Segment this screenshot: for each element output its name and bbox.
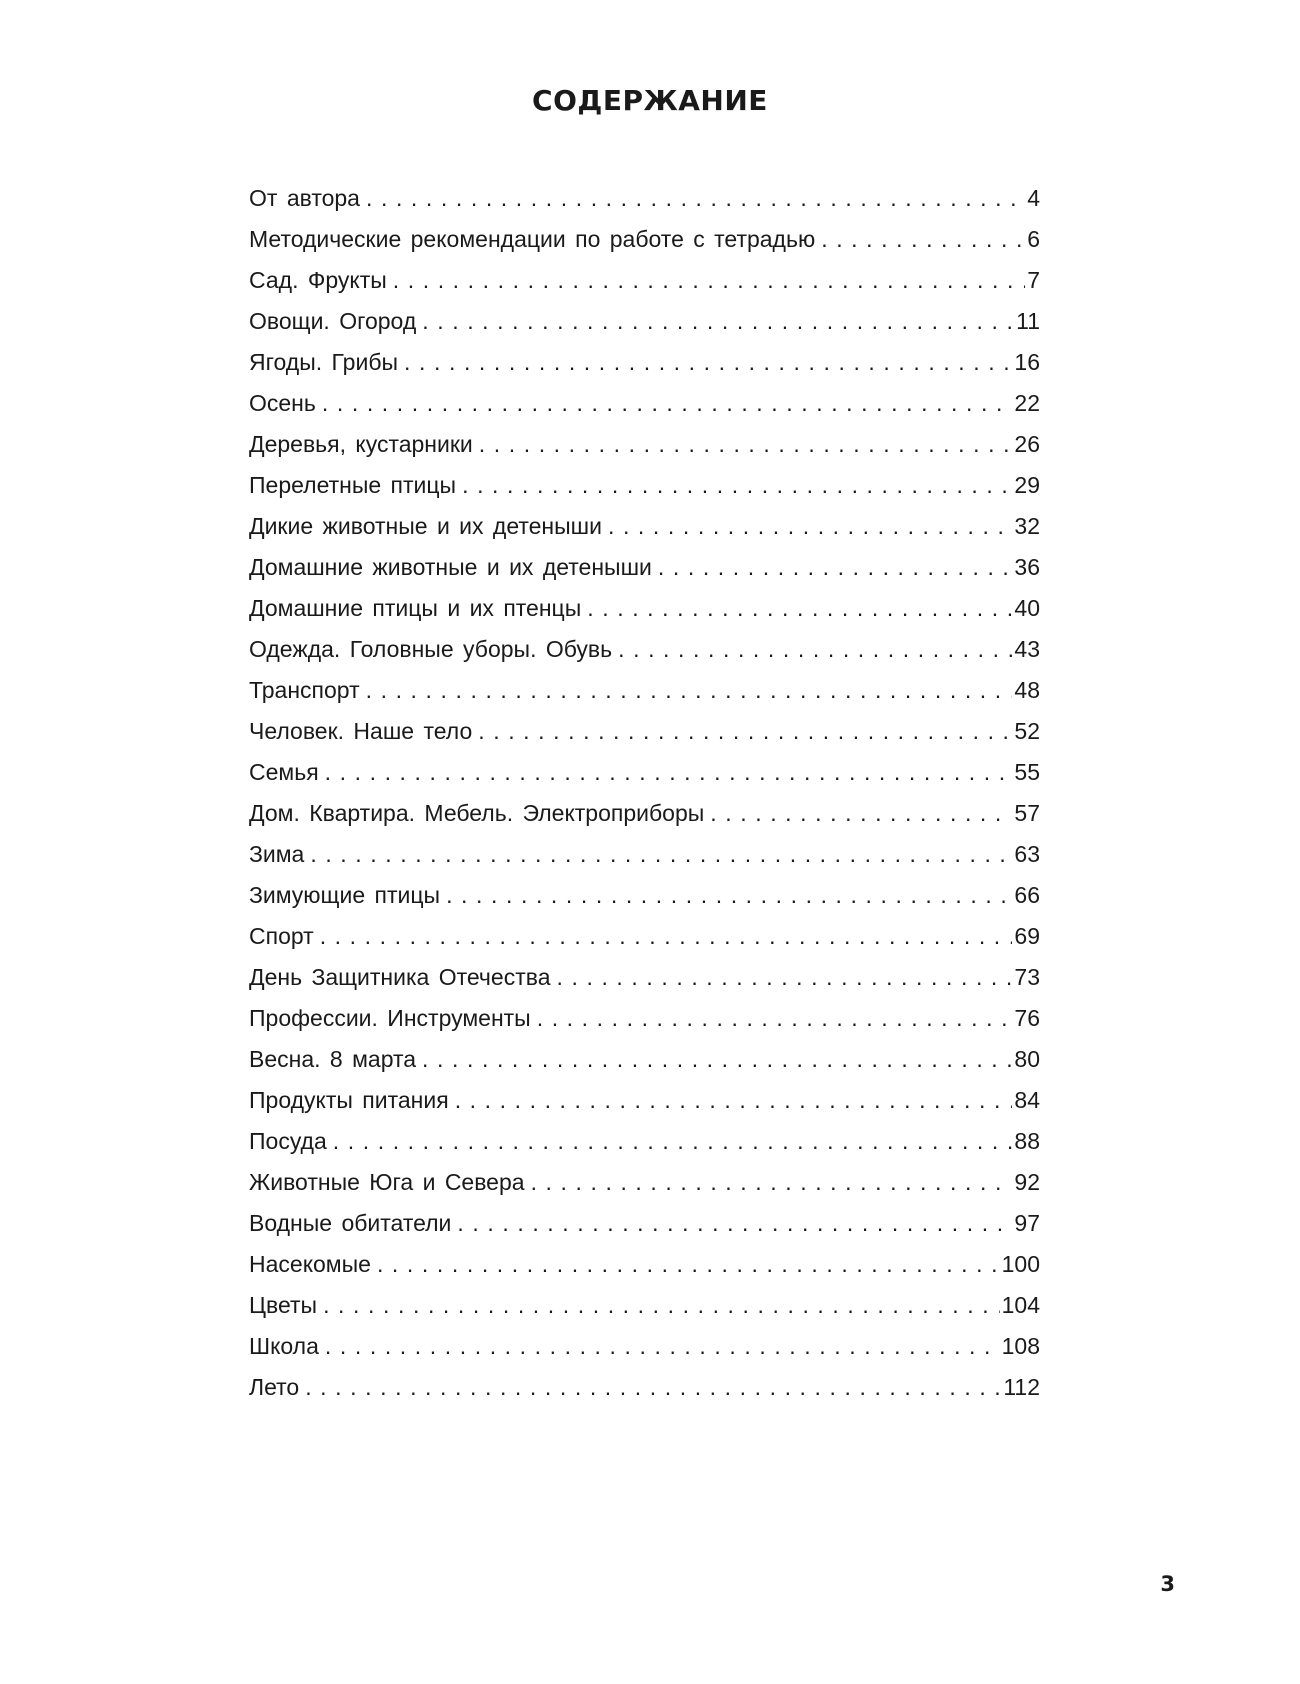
dot-leader bbox=[587, 588, 1012, 629]
toc-entry[interactable] bbox=[249, 1080, 1040, 1121]
toc-entry-title: Домашние животные и их детеныши bbox=[249, 554, 652, 580]
toc-entry-title: Овощи. Огород bbox=[249, 308, 417, 334]
dot-leader bbox=[608, 506, 1012, 547]
toc-entry-page: 40 bbox=[1014, 595, 1040, 621]
dot-leader bbox=[531, 1162, 1013, 1203]
toc-entry-page: 69 bbox=[1014, 923, 1040, 949]
dot-leader bbox=[446, 875, 1012, 916]
toc-entry-title: Семья bbox=[249, 759, 319, 785]
toc-entry-page: 29 bbox=[1014, 472, 1040, 498]
dot-leader bbox=[310, 834, 1012, 875]
toc-entry-page: 32 bbox=[1014, 513, 1040, 539]
toc-entry-page: 112 bbox=[1003, 1374, 1040, 1400]
toc-entry-page: 76 bbox=[1014, 1005, 1040, 1031]
toc-entry-page: 104 bbox=[1001, 1292, 1040, 1318]
toc-entry-title: От автора bbox=[249, 185, 360, 211]
toc-entry-page: 84 bbox=[1014, 1087, 1040, 1113]
toc-entry[interactable] bbox=[249, 588, 1040, 629]
toc-entry-page: 43 bbox=[1014, 636, 1040, 662]
toc-entry-page: 26 bbox=[1014, 431, 1040, 457]
toc-entry-title: Осень bbox=[249, 390, 316, 416]
toc-entry-title: Весна. 8 марта bbox=[249, 1046, 417, 1072]
dot-leader bbox=[557, 957, 1013, 998]
toc-entry-title: Посуда bbox=[249, 1128, 327, 1154]
toc-entry-title: Домашние птицы и их птенцы bbox=[249, 595, 582, 621]
dot-leader bbox=[325, 752, 1013, 793]
dot-leader bbox=[478, 711, 1012, 752]
toc-entry[interactable] bbox=[249, 752, 1040, 793]
toc-entry-title: Спорт bbox=[249, 923, 314, 949]
toc-entry-title: Дикие животные и их детеныши bbox=[249, 513, 602, 539]
toc-entry-page: 100 bbox=[1001, 1251, 1040, 1277]
toc-entry-page: 73 bbox=[1014, 964, 1040, 990]
toc-entry-page: 55 bbox=[1014, 759, 1040, 785]
dot-leader bbox=[479, 424, 1013, 465]
dot-leader bbox=[320, 916, 1013, 957]
toc-entry-page: 7 bbox=[1027, 267, 1040, 293]
dot-leader bbox=[366, 670, 1013, 711]
toc-entry[interactable] bbox=[249, 424, 1040, 465]
dot-leader bbox=[393, 260, 1025, 301]
toc-entry-page: 66 bbox=[1014, 882, 1040, 908]
toc-entry-title: Одежда. Головные уборы. Обувь bbox=[249, 636, 613, 662]
toc-entry-title: Ягоды. Грибы bbox=[249, 349, 399, 375]
toc-entry-title: Насекомые bbox=[249, 1251, 371, 1277]
toc-entry[interactable] bbox=[249, 1244, 1040, 1285]
toc-entry-title: Школа bbox=[249, 1333, 319, 1359]
toc-entry-title: День Защитника Отечества bbox=[249, 964, 551, 990]
toc-entry-page: 36 bbox=[1014, 554, 1040, 580]
toc-entry-title: Профессии. Инструменты bbox=[249, 1005, 531, 1031]
dot-leader bbox=[710, 793, 1012, 834]
toc-entry-page: 4 bbox=[1027, 185, 1040, 211]
toc-entry-page: 108 bbox=[1001, 1333, 1040, 1359]
toc-entry-page: 52 bbox=[1014, 718, 1040, 744]
toc-entry[interactable] bbox=[249, 301, 1040, 342]
toc-entry[interactable] bbox=[249, 465, 1040, 506]
toc-entry[interactable] bbox=[249, 1162, 1040, 1203]
toc-entry-title: Методические рекомендации по работе с тетрадью bbox=[249, 226, 816, 252]
toc-entry[interactable] bbox=[249, 629, 1040, 670]
dot-leader bbox=[377, 1244, 1000, 1285]
toc-entry[interactable] bbox=[249, 1326, 1040, 1367]
dot-leader bbox=[537, 998, 1013, 1039]
toc-entry-title: Транспорт bbox=[249, 677, 360, 703]
toc-entry-page: 92 bbox=[1014, 1169, 1040, 1195]
toc-entry-title: Перелетные птицы bbox=[249, 472, 457, 498]
toc-entry-page: 6 bbox=[1027, 226, 1040, 252]
toc-entry-title: Деревья, кустарники bbox=[249, 431, 473, 457]
toc-entry[interactable] bbox=[249, 178, 1040, 219]
toc-entry[interactable] bbox=[249, 957, 1040, 998]
dot-leader bbox=[618, 629, 1012, 670]
toc-entry[interactable] bbox=[249, 260, 1040, 301]
toc-entry[interactable] bbox=[249, 1121, 1040, 1162]
toc-entry[interactable] bbox=[249, 670, 1040, 711]
toc-entry-title: Лето bbox=[249, 1374, 300, 1400]
toc-entry[interactable] bbox=[249, 219, 1040, 260]
toc-entry[interactable] bbox=[249, 1285, 1040, 1326]
toc-entry[interactable] bbox=[249, 711, 1040, 752]
toc-entry-title: Человек. Наше тело bbox=[249, 718, 473, 744]
dot-leader bbox=[325, 1326, 1000, 1367]
dot-leader bbox=[322, 383, 1013, 424]
toc-entry-page: 63 bbox=[1014, 841, 1040, 867]
toc-entry[interactable] bbox=[249, 1039, 1040, 1080]
toc-entry-page: 11 bbox=[1016, 308, 1040, 334]
toc-entry-page: 57 bbox=[1014, 800, 1040, 826]
dot-leader bbox=[821, 219, 1025, 260]
toc-entry-title: Зимующие птицы bbox=[249, 882, 441, 908]
toc-entry-page: 22 bbox=[1014, 390, 1040, 416]
table-of-contents bbox=[249, 178, 1040, 1408]
dot-leader bbox=[462, 465, 1012, 506]
toc-entry[interactable] bbox=[249, 875, 1040, 916]
toc-entry-page: 16 bbox=[1014, 349, 1040, 375]
dot-leader bbox=[323, 1285, 1000, 1326]
toc-entry-title: Животные Юга и Севера bbox=[249, 1169, 525, 1195]
toc-entry[interactable] bbox=[249, 547, 1040, 588]
toc-entry[interactable] bbox=[249, 342, 1040, 383]
dot-leader bbox=[457, 1203, 1012, 1244]
toc-entry[interactable] bbox=[249, 1203, 1040, 1244]
dot-leader bbox=[366, 178, 1025, 219]
toc-entry-title: Сад. Фрукты bbox=[249, 267, 387, 293]
dot-leader bbox=[422, 1039, 1012, 1080]
dot-leader bbox=[404, 342, 1012, 383]
dot-leader bbox=[658, 547, 1013, 588]
toc-entry-title: Зима bbox=[249, 841, 305, 867]
toc-entry-page: 80 bbox=[1014, 1046, 1040, 1072]
dot-leader bbox=[333, 1121, 1013, 1162]
toc-entry[interactable] bbox=[249, 506, 1040, 547]
toc-entry[interactable] bbox=[249, 834, 1040, 875]
toc-entry[interactable] bbox=[249, 998, 1040, 1039]
toc-entry-title: Дом. Квартира. Мебель. Электроприборы bbox=[249, 800, 705, 826]
toc-entry[interactable] bbox=[249, 1367, 1040, 1408]
page-number: 3 bbox=[1160, 1572, 1175, 1596]
toc-entry[interactable] bbox=[249, 383, 1040, 424]
dot-leader bbox=[455, 1080, 1013, 1121]
dot-leader bbox=[305, 1367, 1001, 1408]
toc-entry[interactable] bbox=[249, 793, 1040, 834]
dot-leader bbox=[422, 301, 1014, 342]
toc-entry-title: Продукты питания bbox=[249, 1087, 449, 1113]
toc-entry-title: Водные обитатели bbox=[249, 1210, 452, 1236]
toc-entry-page: 97 bbox=[1014, 1210, 1040, 1236]
page-title: СОДЕРЖАНИЕ bbox=[532, 84, 768, 117]
toc-entry-title: Цветы bbox=[249, 1292, 318, 1318]
toc-entry-page: 48 bbox=[1014, 677, 1040, 703]
toc-entry[interactable] bbox=[249, 916, 1040, 957]
toc-entry-page: 88 bbox=[1014, 1128, 1040, 1154]
